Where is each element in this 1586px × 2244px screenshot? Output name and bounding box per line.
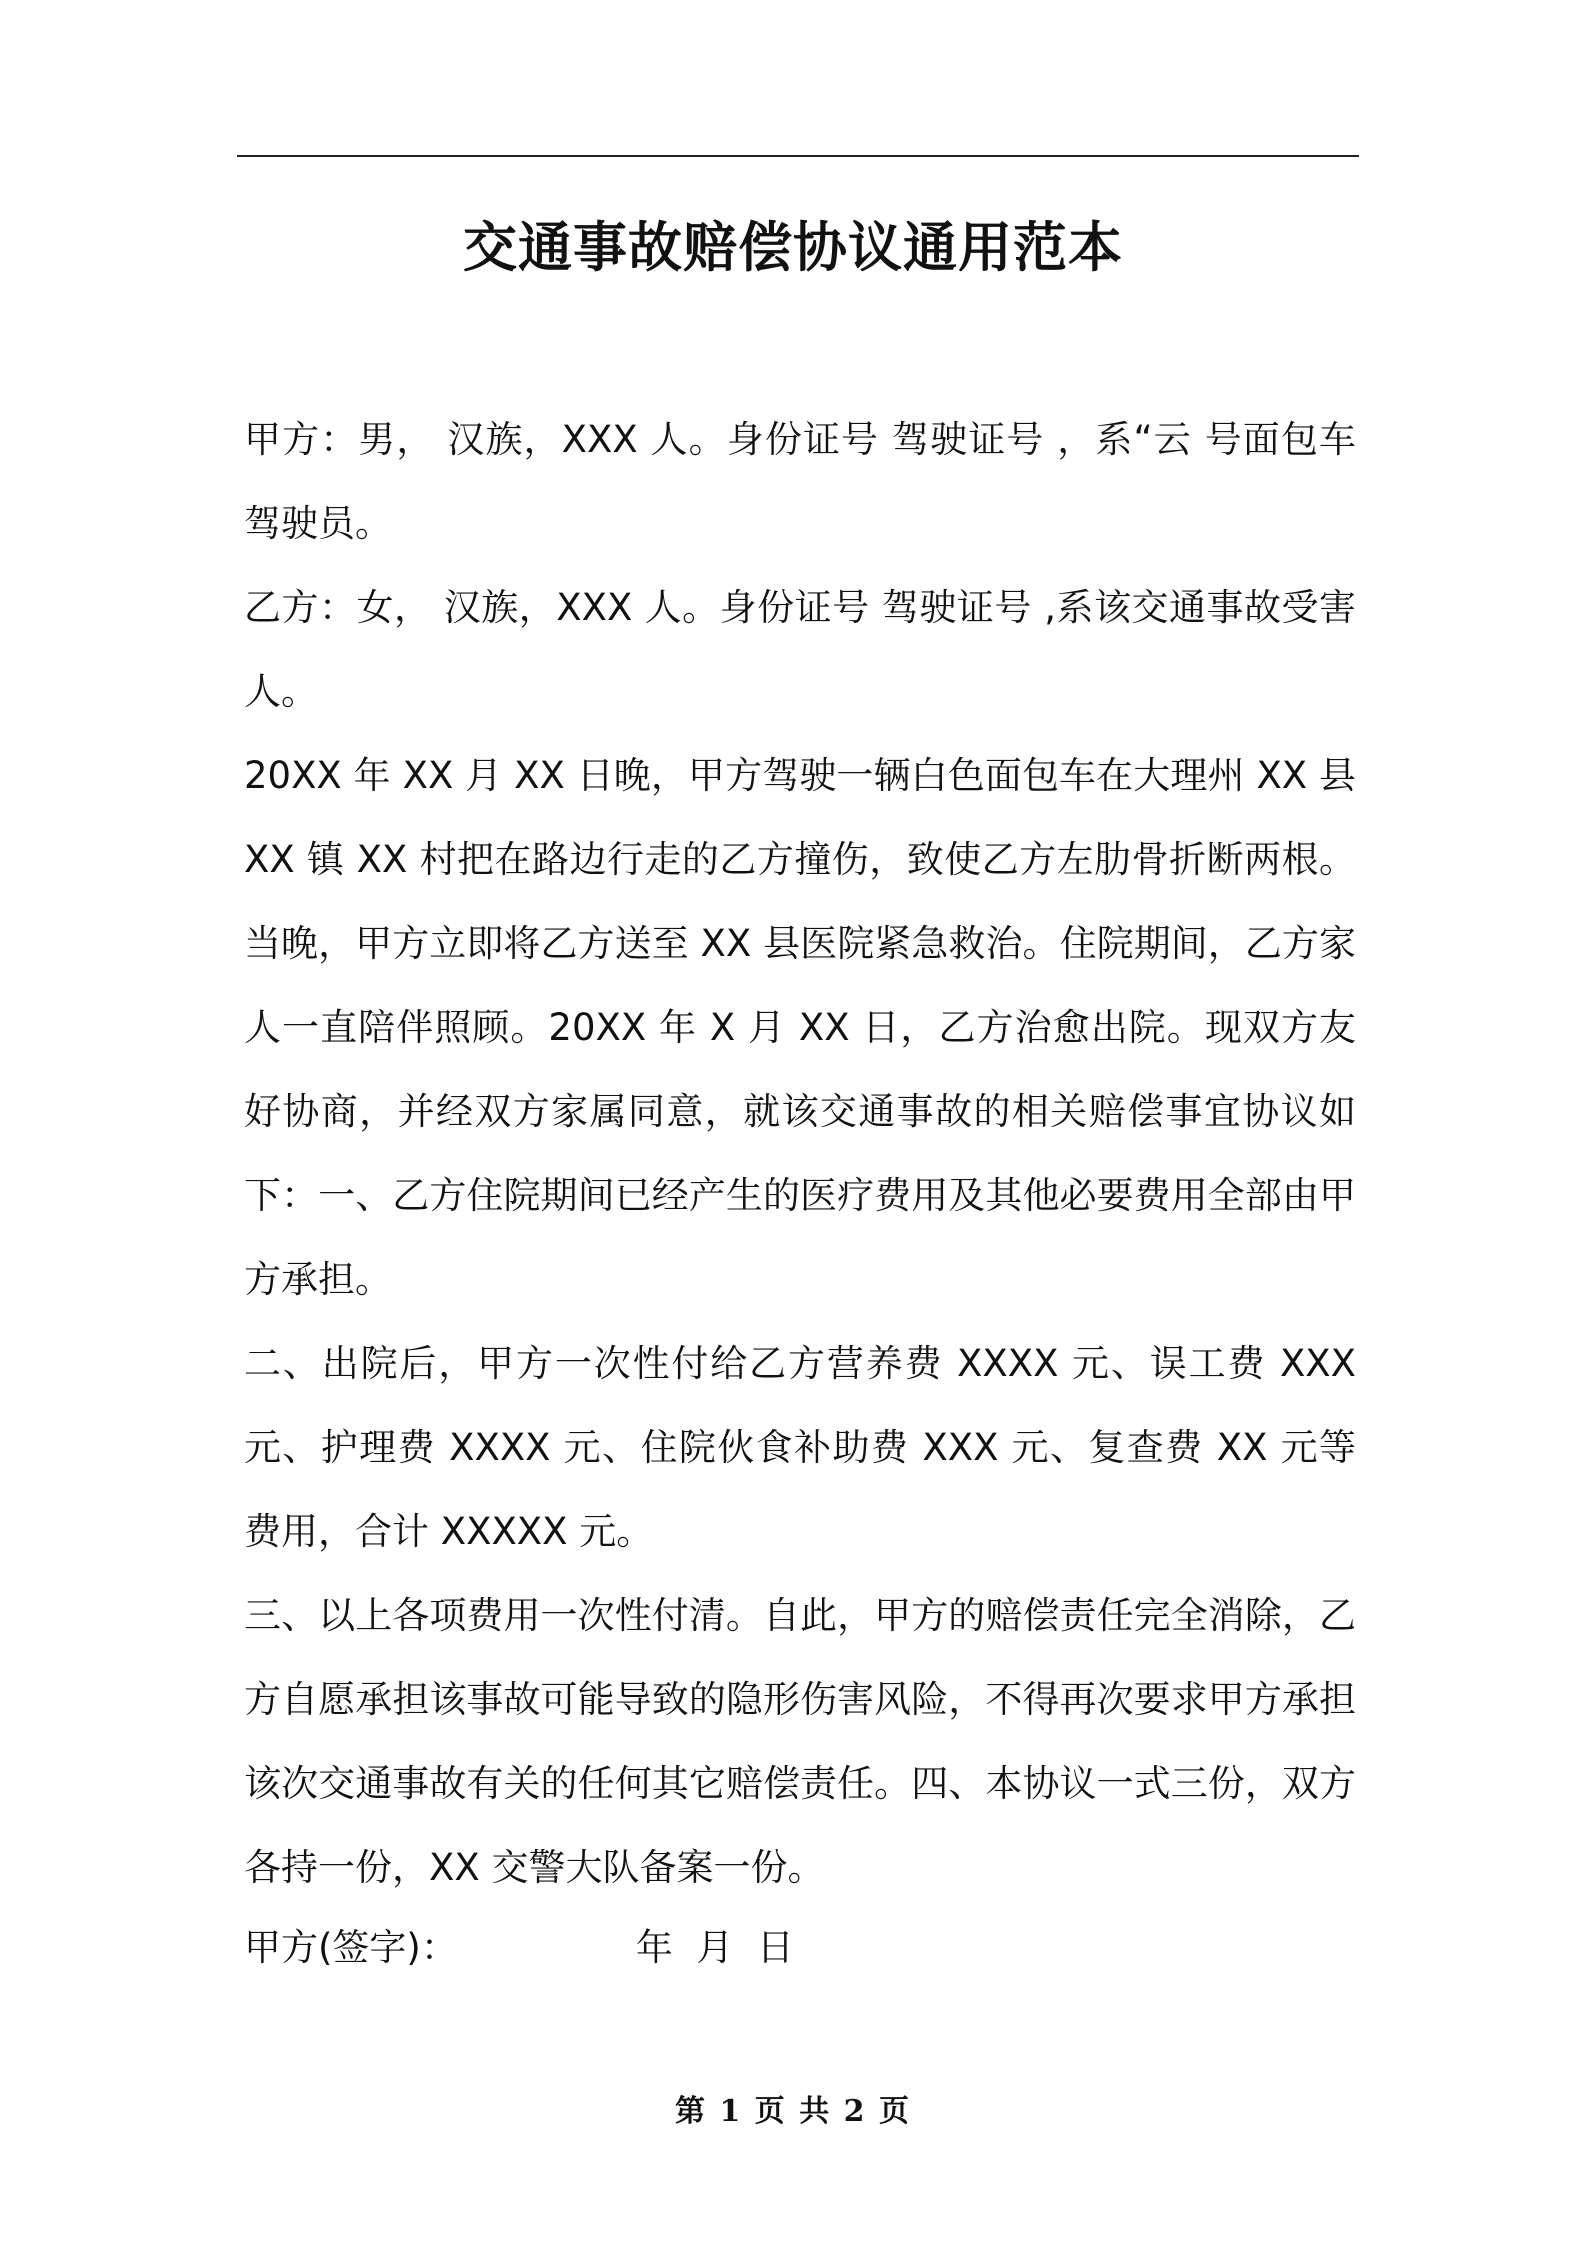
header-divider [237, 155, 1359, 157]
compensation-paragraph: 二、出院后，甲方一次性付给乙方营养费 XXXX 元、误工费 XXX 元、护理费 XXXX 元、住院伙食补助费 XXX 元、复查费 XX 元等费用，合计 XXXXX 元。 [244, 1342, 1356, 1553]
party-b-paragraph: 乙方：女， 汉族，XXX 人。身份证号 驾驶证号 ,系该交通事故受害人。 [244, 586, 1356, 713]
page-number-footer: 第 1 页 共 2 页 [675, 2094, 911, 2129]
party-a-paragraph: 甲方：男， 汉族，XXX 人。身份证号 驾驶证号 ，系“云 号面包车驾驶员。 [244, 418, 1356, 545]
settlement-paragraph: 三、以上各项费用一次性付清。自此，甲方的赔偿责任完全消除，乙方自愿承担该事故可能导致的隐形伤害风险，不得再次要求甲方承担该次交通事故有关的任何其它赔偿责任。四、本协议一式三份，双方各持一份，XX 交警大队备案一份。 [244, 1594, 1356, 1889]
signature-label: 甲方(签字)： [244, 1926, 458, 1969]
signature-date: 年 月 日 [635, 1926, 794, 1969]
signature-line [244, 1906, 1356, 1990]
document-title: 交通事故赔偿协议通用范本 [463, 216, 1123, 279]
document-body [244, 398, 1356, 1910]
accident-description-paragraph: 20XX 年 XX 月 XX 日晚，甲方驾驶一辆白色面包车在大理州 XX 县 XX 镇 XX 村把在路边行走的乙方撞伤，致使乙方左肋骨折断两根。当晚，甲方立即将乙方送至 XX 县医院紧急救治。住院期间，乙方家人一直陪伴照顾。20XX 年 X 月 XX 日，乙方治愈出院。现双方友好协商，并经双方家属同意，就该交通事故的相关赔偿事宜协议如下：一、乙方住院期间已经产生的医疗费用及其他必要费用全部由甲方承担。 [244, 754, 1356, 1301]
